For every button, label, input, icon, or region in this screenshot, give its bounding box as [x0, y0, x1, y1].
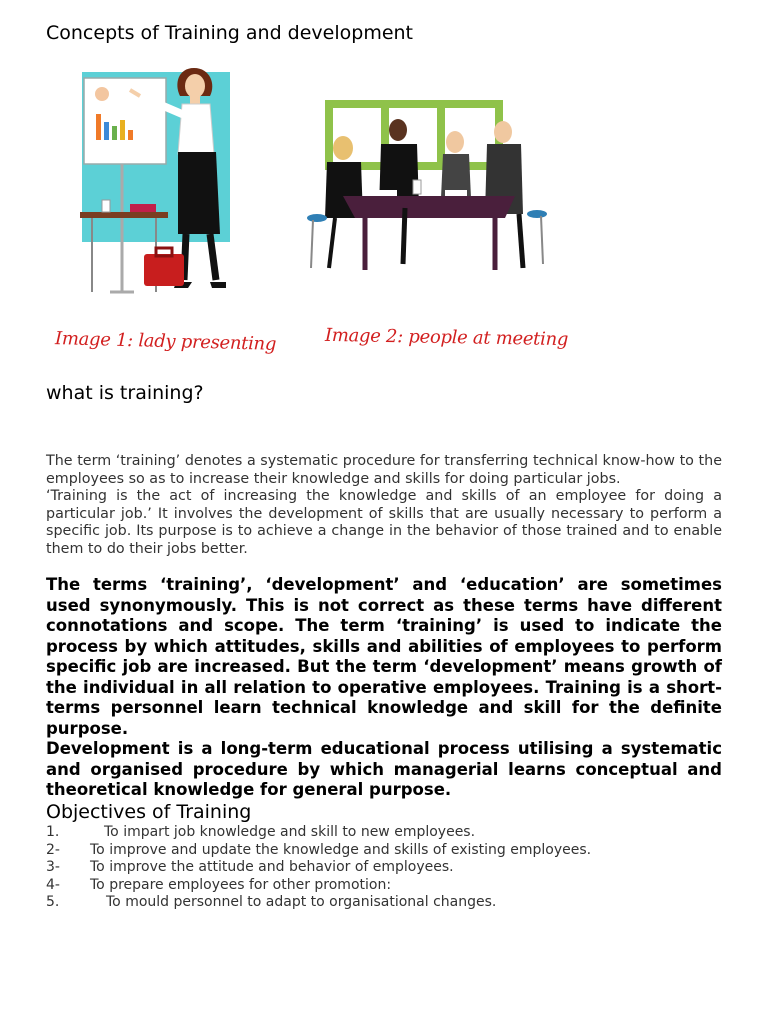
list-text: To mould personnel to adapt to organisational changes. — [106, 894, 497, 910]
briefcase — [144, 254, 184, 286]
list-number: 4- — [46, 876, 60, 893]
paragraph-sentence: The term ‘training’ denotes a systematic procedure for transferring technical know-how to the employees so as to increase their knowledge and skills for doing particular jobs. — [46, 453, 722, 487]
page-title: Concepts of Training and development — [46, 22, 414, 44]
list-number: 3- — [46, 859, 60, 875]
list-item — [46, 842, 736, 860]
list-item — [46, 894, 736, 912]
paragraph-block: Development is a long-term educational process utilising a systematic and organised procedure by which managerial learns conceptual and theoretical knowledge for general purpose. — [46, 739, 722, 799]
image-1-caption: Image 1: lady presenting — [54, 328, 277, 355]
section-heading: what is training? — [46, 382, 204, 404]
list-number: 1. — [46, 824, 60, 840]
list-text: To impart job knowledge and skill to new employees. — [104, 824, 476, 840]
paragraph-sentence: ‘Training is the act of increasing the knowledge and skills of an employee for doing a particular job.’ It involves the development of skills that are usually necessary to perform a specific job. Its purpose is to achieve a change in the behavior of those trained and to enable them to do their jobs better. — [46, 488, 722, 557]
list-item — [46, 859, 736, 877]
list-number: 5. — [46, 894, 60, 910]
list-text: To prepare employees for other promotion: — [90, 876, 392, 893]
list-number: 2- — [46, 841, 60, 858]
list-text: To improve the attitude and behavior of employees. — [90, 859, 454, 875]
training-definition-paragraph — [46, 453, 722, 558]
objectives-heading: Objectives of Training — [46, 801, 252, 823]
image-2-caption: Image 2: people at meeting — [324, 324, 569, 351]
training-vs-development-paragraph — [46, 575, 722, 801]
meeting-table — [343, 196, 515, 218]
people-at-meeting-illustration — [305, 98, 550, 276]
lady-presenting-illustration — [70, 56, 250, 300]
list-text: To improve and update the knowledge and skills of existing employees. — [90, 841, 592, 858]
paragraph-block: The terms ‘training’, ‘development’ and ‘education’ are sometimes used synonymously. This is not correct as these terms have different connotations and scope. The term ‘training’ is used to indicate the process by which attitudes, skills and abilities of employees to perform specific job are increased. But the term ‘development’ means growth of the individual in all relation to operative employees. Training is a short-terms personnel learn technical knowledge and skill for the definite purpose. — [46, 575, 722, 738]
objectives-list — [46, 824, 736, 912]
list-item — [46, 824, 736, 842]
list-item — [46, 877, 736, 895]
